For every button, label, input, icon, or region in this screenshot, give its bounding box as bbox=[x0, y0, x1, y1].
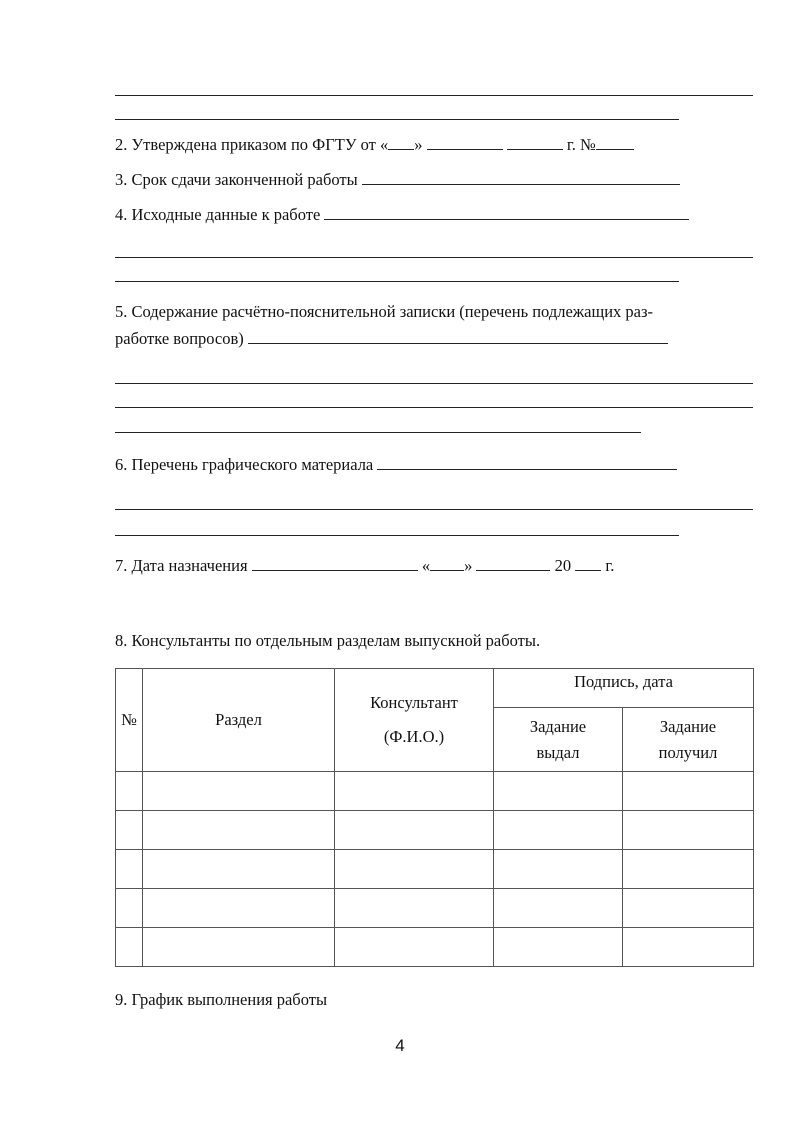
item-5-contents-cont bbox=[115, 328, 668, 349]
header-number: № bbox=[116, 669, 143, 772]
item-7-open-quote: « bbox=[421, 556, 431, 575]
approval-year-field[interactable] bbox=[507, 134, 563, 150]
header-signature: Подпись, дата bbox=[494, 669, 754, 708]
item-9-schedule bbox=[115, 990, 327, 1010]
cell-number[interactable] bbox=[116, 811, 143, 850]
cell-issued[interactable] bbox=[494, 928, 623, 967]
item-7-label: 7. Дата назначения bbox=[115, 556, 248, 575]
header-received-line2: получил bbox=[658, 742, 718, 762]
item-6-label: 6. Перечень графического материала bbox=[115, 455, 374, 474]
blank-line bbox=[115, 407, 753, 408]
cell-section[interactable] bbox=[143, 928, 335, 967]
item-2-label: 2. Утверждена приказом по ФГТУ от « bbox=[115, 135, 389, 154]
cell-number[interactable] bbox=[116, 850, 143, 889]
table-row bbox=[116, 772, 754, 811]
cell-received[interactable] bbox=[623, 850, 754, 889]
header-issued bbox=[494, 708, 623, 772]
item-9-label: 9. График выполнения работы bbox=[115, 990, 328, 1009]
header-section: Раздел bbox=[143, 669, 335, 772]
graphics-field[interactable] bbox=[377, 454, 677, 470]
item-3-deadline bbox=[115, 169, 680, 190]
item-5-contents bbox=[115, 302, 653, 322]
cell-received[interactable] bbox=[623, 928, 754, 967]
cell-issued[interactable] bbox=[494, 772, 623, 811]
cell-issued[interactable] bbox=[494, 850, 623, 889]
contents-field[interactable] bbox=[248, 328, 668, 344]
blank-line bbox=[115, 509, 753, 510]
cell-consultant[interactable] bbox=[335, 928, 494, 967]
header-issued-line1: Задание bbox=[529, 716, 587, 736]
initial-data-field[interactable] bbox=[324, 204, 689, 220]
order-number-field[interactable] bbox=[596, 134, 634, 150]
item-2-quote: » bbox=[414, 135, 423, 154]
cell-received[interactable] bbox=[623, 772, 754, 811]
cell-section[interactable] bbox=[143, 850, 335, 889]
cell-number[interactable] bbox=[116, 772, 143, 811]
table-row bbox=[116, 889, 754, 928]
table-header-row bbox=[116, 669, 754, 708]
assignment-year-field[interactable] bbox=[575, 555, 601, 571]
cell-consultant[interactable] bbox=[335, 850, 494, 889]
cell-consultant[interactable] bbox=[335, 889, 494, 928]
item-2-approval bbox=[115, 134, 634, 155]
item-3-label: 3. Срок сдачи законченной работы bbox=[115, 170, 358, 189]
item-6-graphics bbox=[115, 454, 677, 475]
item-7-assignment-date bbox=[115, 555, 614, 576]
approval-day-field[interactable] bbox=[388, 134, 414, 150]
header-issued-line2: выдал bbox=[536, 742, 580, 762]
approval-month-field[interactable] bbox=[427, 134, 503, 150]
cell-number[interactable] bbox=[116, 928, 143, 967]
table-row bbox=[116, 811, 754, 850]
cell-section[interactable] bbox=[143, 811, 335, 850]
assignment-month-field[interactable] bbox=[476, 555, 550, 571]
cell-issued[interactable] bbox=[494, 811, 623, 850]
consultants-table bbox=[115, 668, 754, 967]
header-consultant bbox=[335, 669, 494, 772]
table-row bbox=[116, 928, 754, 967]
cell-issued[interactable] bbox=[494, 889, 623, 928]
cell-section[interactable] bbox=[143, 772, 335, 811]
cell-received[interactable] bbox=[623, 889, 754, 928]
blank-line bbox=[115, 119, 679, 120]
item-7-close-quote: » bbox=[464, 556, 473, 575]
blank-line bbox=[115, 432, 641, 433]
blank-line bbox=[115, 535, 679, 536]
cell-received[interactable] bbox=[623, 811, 754, 850]
item-4-initial-data bbox=[115, 204, 689, 225]
item-5-line1: 5. Содержание расчётно-пояснительной записки (перечень подлежащих раз- bbox=[115, 302, 653, 321]
item-5-line2: работке вопросов) bbox=[115, 329, 244, 348]
item-8-consultants bbox=[115, 631, 540, 651]
assignment-day-field[interactable] bbox=[430, 555, 464, 571]
deadline-field[interactable] bbox=[362, 169, 680, 185]
header-received bbox=[623, 708, 754, 772]
blank-line bbox=[115, 383, 753, 384]
blank-line bbox=[115, 95, 753, 96]
header-consultant-line2: (Ф.И.О.) bbox=[383, 727, 445, 746]
blank-line bbox=[115, 281, 679, 282]
header-consultant-line1: Консультант bbox=[370, 693, 458, 712]
item-4-label: 4. Исходные данные к работе bbox=[115, 205, 321, 224]
page-number: 4 bbox=[395, 1036, 405, 1055]
header-received-line1: Задание bbox=[659, 716, 717, 736]
item-2-year-suffix: г. № bbox=[566, 135, 596, 154]
item-8-label: 8. Консультанты по отдельным разделам выпускной работы. bbox=[115, 631, 541, 650]
item-7-year-prefix: 20 bbox=[554, 556, 572, 575]
item-7-year-suffix: г. bbox=[605, 556, 615, 575]
cell-consultant[interactable] bbox=[335, 772, 494, 811]
blank-line bbox=[115, 257, 753, 258]
cell-consultant[interactable] bbox=[335, 811, 494, 850]
assignment-field[interactable] bbox=[252, 555, 418, 571]
cell-section[interactable] bbox=[143, 889, 335, 928]
cell-number[interactable] bbox=[116, 889, 143, 928]
table-row bbox=[116, 850, 754, 889]
